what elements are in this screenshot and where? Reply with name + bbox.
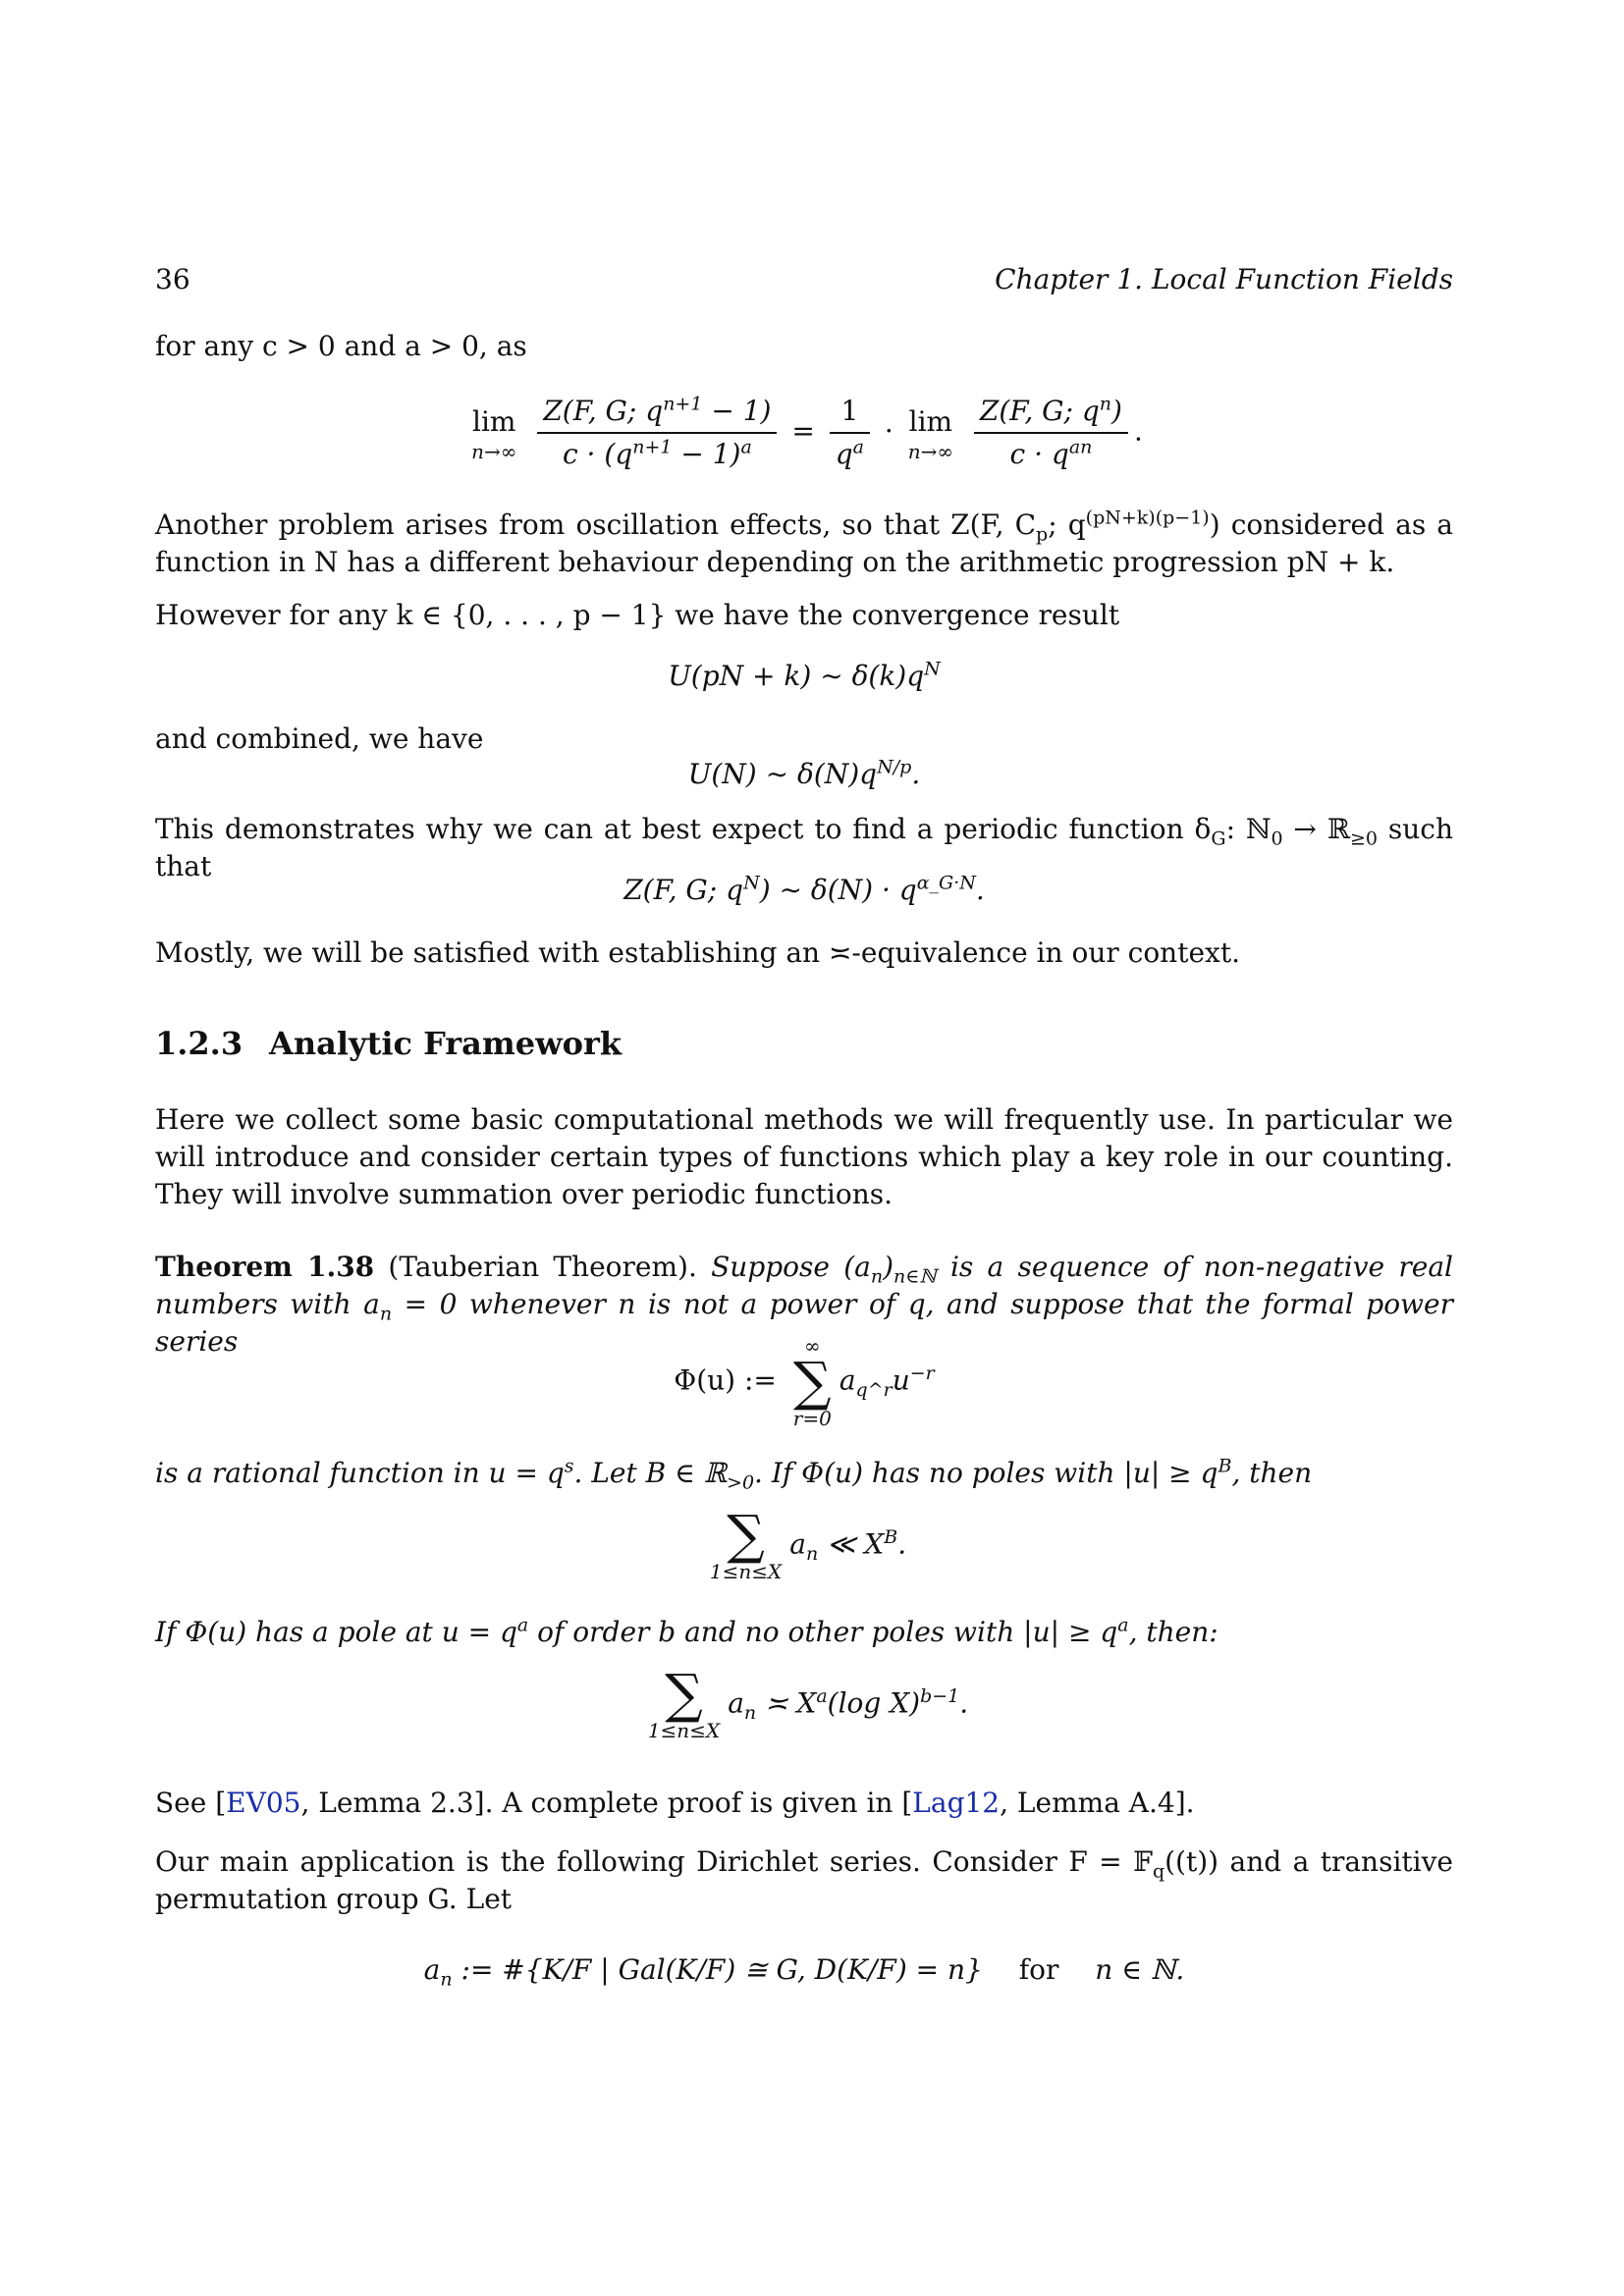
theorem-1-38: Theorem 1.38 (Tauberian Theorem). Suppose $(a_n)_{n\in ℕ}$ is a sequence of non-negative real numbers with $a_n = 0$ whenever n is not a power of q, and suppose that the formal power series bbox=[155, 1251, 1453, 1358]
paragraph-4: and combined, we have bbox=[155, 722, 484, 755]
paragraph-7: Here we collect some basic computational methods we will frequently use. In particular we will introduce and consider certain types of functions which play a key role in our counting. They will involve summation over periodic functions. bbox=[155, 1103, 1453, 1210]
section-title: Analytic Framework bbox=[269, 1025, 623, 1062]
chapter-title: Chapter 1. Local Function Fields bbox=[995, 263, 1453, 295]
citation-ev05[interactable]: EV05 bbox=[226, 1787, 301, 1819]
paragraph-6: Mostly, we will be satisfied with establishing an ≍-equivalence in our context. bbox=[155, 936, 1240, 969]
paragraph-8: is a rational function in $u = q^s$. Let B ∈ ℝ$_{>0}$. If Φ(u) has no poles with $|u| \ge q^B$, then bbox=[155, 1455, 1313, 1494]
theorem-name: (Tauberian Theorem). bbox=[388, 1251, 697, 1283]
sum-symbol: ∞ ∑ r=0 bbox=[792, 1334, 832, 1430]
equation-asymptotic: ∑ 1≤n≤X $a_n$ ≍ $X^a(\log$ X)$^{b-1}$. bbox=[647, 1663, 969, 1742]
running-header bbox=[155, 261, 1453, 300]
section-heading bbox=[155, 1025, 1453, 1062]
equation-combined: U(N) ∼ $\delta(N)q^{N/p}$. bbox=[687, 756, 921, 790]
paragraph-10: See [EV05, Lemma 2.3]. A complete proof is given in [Lag12, Lemma A.4]. bbox=[155, 1787, 1195, 1819]
paragraph-9: If Φ(u) has a pole at $u = q^a$ of order b and no other poles with $|u| \ge q^a$, then: bbox=[155, 1614, 1218, 1648]
paragraph-2: Another problem arises from oscillation effects, so that Z(F, $C_p$; $q^{(pN+k)(p-1)}$) considered as a function in N has a different behaviour depending on the arithmetic progression pN + k. bbox=[155, 507, 1453, 578]
equation-periodic: Z(F, G; $q^N$) ∼ $\delta(N) \cdot q^{\alpha\_G\cdot N}$. bbox=[623, 872, 985, 906]
paragraph-3: However for any k ∈ {0, . . . , p − 1} we have the convergence result bbox=[155, 599, 1120, 631]
sum-symbol: ∑ 1≤n≤X bbox=[647, 1663, 721, 1742]
equation-limit-ratio: lim n→∞ $\frac{Z(F, G; q^{n+1} - 1)}{c \cdot (q^{n+1} - 1)^a}$ = $\frac{1}{q^a}$ · lim n→∞ $\frac{Z(F, G; q^n)}{c \cdot q^{an}}$ . bbox=[155, 393, 1453, 473]
dot-operator: · bbox=[884, 414, 893, 448]
limit-1: lim n→∞ bbox=[471, 405, 517, 463]
equation-count-definition: $a_n$ := #{K/F | Gal(K/F) ≅ G, D(K/F) = n} for n ∈ ℕ. bbox=[423, 1953, 1185, 1991]
page-number: 36 bbox=[155, 263, 190, 295]
theorem-label: Theorem 1.38 bbox=[155, 1251, 375, 1283]
fraction-3: $\frac{Z(F, G; q^n)}{c \cdot q^{an}}$ bbox=[974, 393, 1128, 473]
paragraph-11: Our main application is the following Dirichlet series. Consider F = 𝔽$_q$((t)) and a transitive permutation group G. Let bbox=[155, 1845, 1453, 1915]
equation-bound: ∑ 1≤n≤X $a_n$ ≪ $X^B$. bbox=[709, 1504, 907, 1583]
section-number: 1.2.3 bbox=[155, 1025, 244, 1062]
equation-convergence: U(pN + k) ∼ $\delta(k)q^N$ bbox=[668, 658, 941, 692]
limit-2: lim n→∞ bbox=[907, 405, 954, 463]
equation-power-series: Φ(u) := ∞ ∑ r=0 $a_{q\^{}r}u^{-r}$ bbox=[674, 1334, 935, 1430]
equals-sign: = bbox=[791, 414, 815, 448]
fraction-1: $\frac{Z(F, G; q^{n+1} - 1)}{c \cdot (q^{n+1} - 1)^a}$ bbox=[537, 393, 777, 473]
paragraph-1 bbox=[155, 328, 1453, 365]
paragraph-5: This demonstrates why we can at best expect to find a periodic function $\delta_G$: ℕ$_0$ → ℝ$_{\ge 0}$ such that bbox=[155, 813, 1453, 882]
fraction-2: $\frac{1}{q^a}$ bbox=[830, 393, 870, 473]
citation-lag12[interactable]: Lag12 bbox=[912, 1787, 1001, 1819]
paragraph-1-text: for any c > 0 and a > 0, as bbox=[155, 330, 527, 362]
sum-symbol: ∑ 1≤n≤X bbox=[709, 1504, 783, 1583]
